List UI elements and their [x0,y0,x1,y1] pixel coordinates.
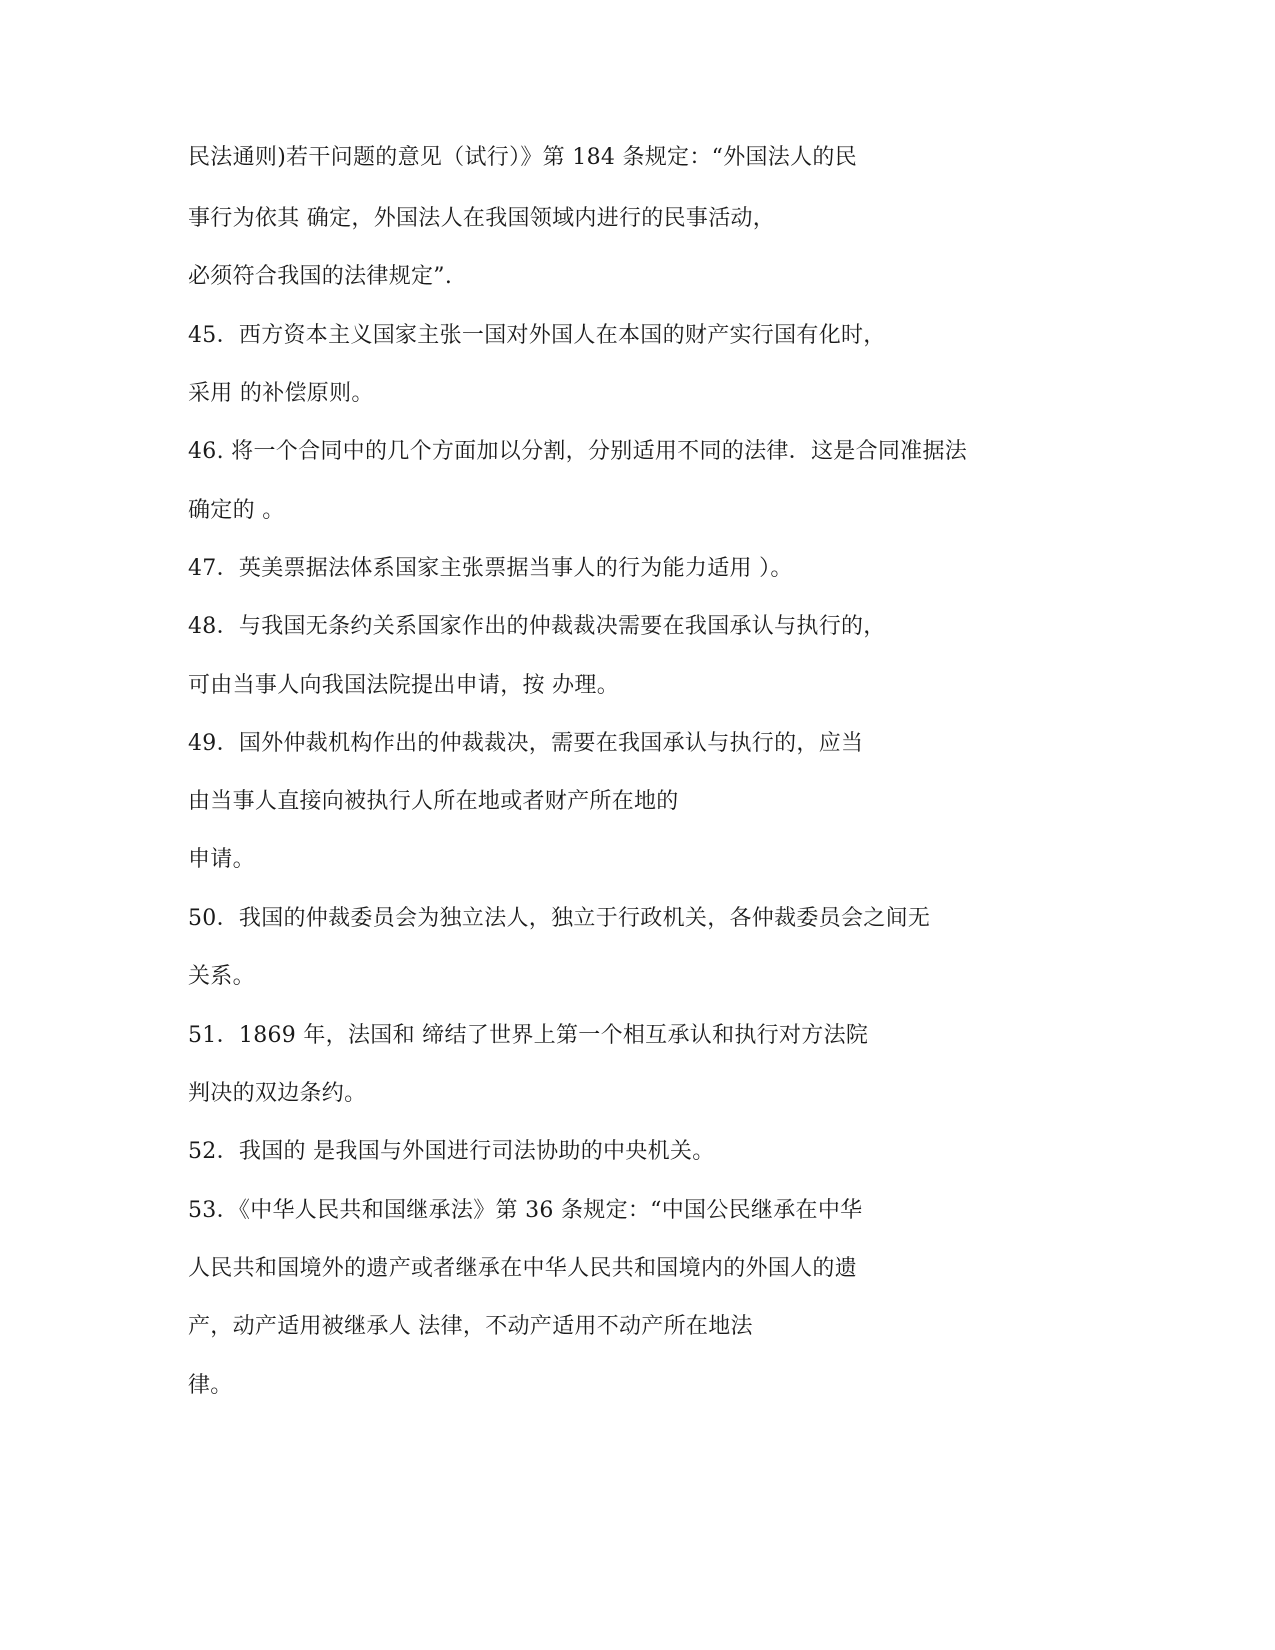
text-line: 采用 的补偿原则。 [188,381,374,406]
text-line: 判决的双边条约。 [188,1081,367,1106]
text-line: 46. 将一个合同中的几个方面加以分割，分别适用不同的法律．这是合同准据法 [188,439,968,464]
text-line: 民法通则)若干问题的意见（试行）》第 184 条规定：“外国法人的民 [188,145,858,170]
text-line: 关系。 [188,964,255,989]
text-line: 47．英美票据法体系国家主张票据当事人的行为能力适用 ）。 [188,556,793,581]
text-line: 53．《中华人民共和国继承法》第 36 条规定：“中国公民继承在中华 [188,1198,863,1223]
text-line: 确定的 。 [188,498,285,523]
text-line: 申请。 [188,847,255,872]
text-line: 51．1869 年，法国和 缔结了世界上第一个相互承认和执行对方法院 [188,1023,869,1048]
text-line: 52．我国的 是我国与外国进行司法协助的中央机关。 [188,1139,715,1164]
text-line: 49．国外仲裁机构作出的仲裁裁决，需要在我国承认与执行的，应当 [188,731,864,756]
text-line: 必须符合我国的法律规定”. [188,264,453,289]
text-line: 事行为依其 确定，外国法人在我国领域内进行的民事活动， [188,206,776,231]
text-line: 律。 [188,1373,233,1398]
text-line: 50．我国的仲裁委员会为独立法人，独立于行政机关，各仲裁委员会之间无 [188,906,931,931]
text-line: 可由当事人向我国法院提出申请，按 办理。 [188,673,619,698]
text-line: 48．与我国无条约关系国家作出的仲裁裁决需要在我国承认与执行的， [188,614,886,639]
text-line: 产，动产适用被继承人 法律，不动产适用不动产所在地法 [188,1314,753,1339]
text-line: 45．西方资本主义国家主张一国对外国人在本国的财产实行国有化时， [188,323,886,348]
text-line: 由当事人直接向被执行人所在地或者财产所在地的 [188,789,679,814]
text-line: 人民共和国境外的遗产或者继承在中华人民共和国境内的外国人的遗 [188,1256,858,1281]
